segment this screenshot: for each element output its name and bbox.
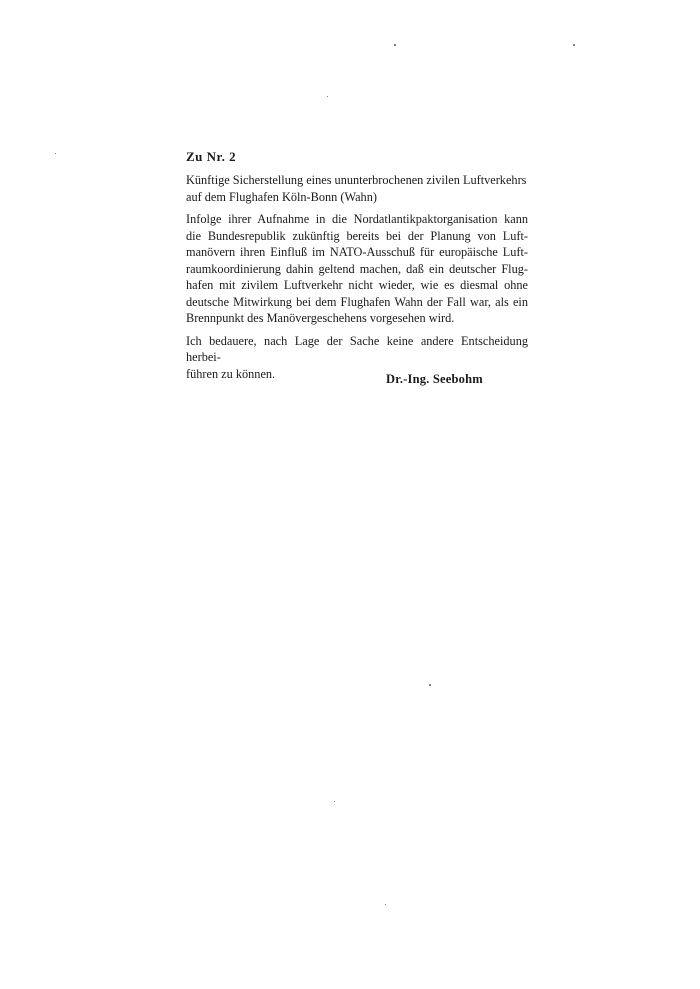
document-body	[186, 148, 528, 388]
subject-line: Künftige Sicherstellung eines ununterbrochenen zivilen Luftverkehrs	[186, 173, 527, 187]
section-heading: Zu Nr. 2	[186, 149, 237, 164]
scan-speck	[429, 684, 431, 686]
scan-speck	[394, 44, 396, 46]
paragraph-line: manövern ihren Einfluß im NATO-Ausschuß für europäische Luft-	[186, 245, 528, 259]
paragraph-line: deutsche Mitwirkung bei dem Flughafen Wahn der Fall war, als ein	[186, 294, 528, 309]
paragraph-line: führen zu können.	[186, 366, 276, 381]
paragraph-line: Infolge ihrer Aufnahme in die Nordatlantikpaktorganisation kann	[186, 212, 528, 226]
paragraph-line: raumkoordinierung dahin geltend machen, daß ein deutscher Flug-	[186, 261, 528, 276]
paragraph-line: hafen mit zivilem Luftverkehr nicht wieder, wie es diesmal ohne	[186, 278, 528, 292]
signature: Dr.-Ing. Seebohm	[386, 372, 483, 386]
body-paragraph-1	[186, 211, 528, 327]
scan-speck	[55, 153, 56, 154]
scan-speck	[334, 801, 335, 802]
paragraph-line: Brennpunkt des Manövergeschehens vorgesehen wird.	[186, 311, 455, 325]
scan-speck	[573, 44, 575, 46]
scan-speck	[385, 904, 386, 905]
paragraph-line: die Bundesrepublik zukünftig bereits bei der Planung von Luft-	[186, 228, 528, 243]
subject-line: auf dem Flughafen Köln-Bonn (Wahn)	[186, 189, 377, 204]
scan-speck	[327, 96, 328, 97]
subject-paragraph	[186, 172, 528, 205]
paragraph-line: Ich bedauere, nach Lage der Sache keine andere Entscheidung herbei-	[186, 333, 528, 364]
